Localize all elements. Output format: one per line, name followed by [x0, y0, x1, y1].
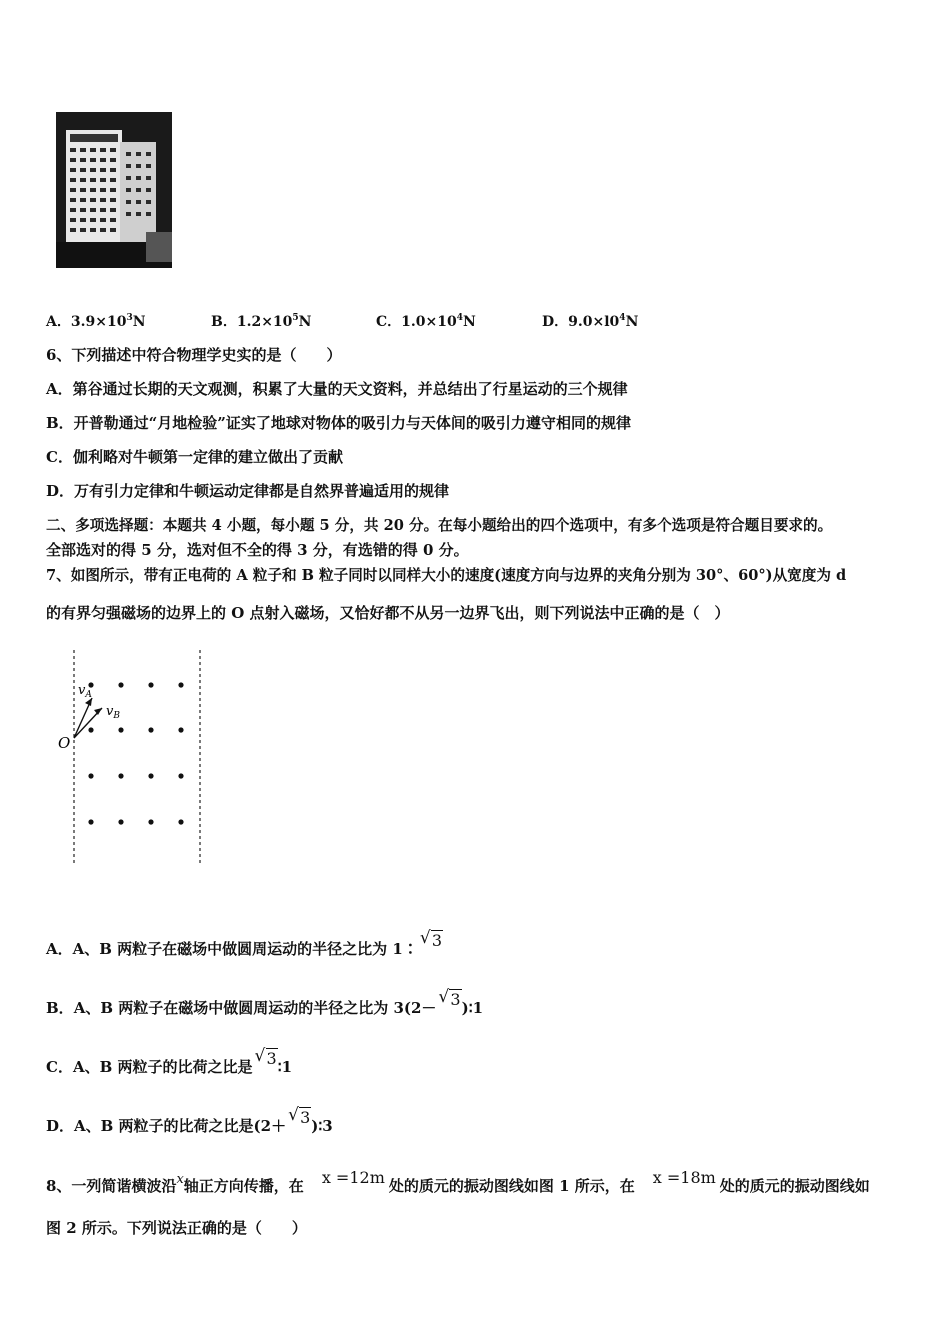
- label-vb: $v_B$: [106, 704, 120, 721]
- q7-option-a[interactable]: A．A、B 两粒子在磁场中做圆周运动的半径之比为 1∶ √ 3: [46, 928, 443, 958]
- q5-option-c[interactable]: C．$1.0\times 10^4N$: [376, 313, 476, 330]
- position-12m: x =12m: [321, 1168, 385, 1187]
- q5-option-a[interactable]: A．$3.9\times 10^3N$: [46, 313, 146, 330]
- label-va: $v_A$: [78, 683, 92, 700]
- q6-option-b[interactable]: B．开普勒通过“月地检验”证实了地球对物体的吸引力与天体间的吸引力遵守相同的规律: [46, 414, 631, 432]
- q5-option-d[interactable]: D．$9.0\times l0^4N$: [542, 313, 639, 330]
- sqrt-symbol: √ 3: [254, 1046, 277, 1068]
- position-18m: x =18m: [652, 1168, 716, 1187]
- q6-stem: 6、下列描述中符合物理学史实的是（ ）: [46, 346, 342, 364]
- q7-option-b[interactable]: B．A、B 两粒子在磁场中做圆周运动的半径之比为 3(2－ √ 3)∶1: [46, 987, 484, 1017]
- q7-stem-line1: 7、如图所示，带有正电荷的 A 粒子和 B 粒子同时以同样大小的速度(速度方向与边界的夹角分别为 30°、60°)从宽度为 d: [46, 567, 847, 584]
- sqrt-symbol: √ 3: [419, 928, 443, 950]
- sqrt-symbol: √ 3: [438, 987, 461, 1009]
- label-o: O: [58, 734, 71, 752]
- q7-stem-line2: 的有界匀强磁场的边界上的 O 点射入磁场，又恰好都不从另一边界飞出，则下列说法中正确的是（ ）: [46, 604, 730, 622]
- q5-option-b[interactable]: B．$1.2\times 10^5N$: [211, 313, 312, 330]
- q8-stem-line2: 图 2 所示。下列说法正确的是（ ）: [46, 1219, 307, 1237]
- q6-option-a[interactable]: A．第谷通过长期的天文观测，积累了大量的天文资料，并总结出了行星运动的三个规律: [46, 380, 628, 398]
- q6-option-c[interactable]: C．伽利略对牛顿第一定律的建立做出了贡献: [46, 448, 343, 466]
- q7-option-c[interactable]: C．A、B 两粒子的比荷之比是 √ 3∶1: [46, 1046, 293, 1076]
- field-dots: [88, 682, 183, 824]
- q7-option-d[interactable]: D．A、B 两粒子的比荷之比是(2＋ √ 3)∶3: [46, 1105, 333, 1135]
- section2-rules: 全部选对的得 5 分，选对但不全的得 3 分，有选错的得 0 分。: [46, 541, 469, 559]
- q8-stem-line1: 8、一列简谐横波沿x轴正方向传播，在 x =12m 处的质元的振动图线如图 1 所示，在 x =18m 处的质元的振动图线如: [46, 1168, 870, 1195]
- section2-heading: 二、多项选择题：本题共 4 小题，每小题 5 分，共 20 分。在每小题给出的四个选项中，有多个选项是符合题目要求的。: [46, 517, 833, 534]
- magnetic-field-diagram: [50, 648, 220, 868]
- building-photo: [56, 112, 172, 268]
- q6-option-d[interactable]: D．万有引力定律和牛顿运动定律都是自然界普遍适用的规律: [46, 482, 450, 500]
- sqrt-symbol: √ 3: [288, 1105, 311, 1127]
